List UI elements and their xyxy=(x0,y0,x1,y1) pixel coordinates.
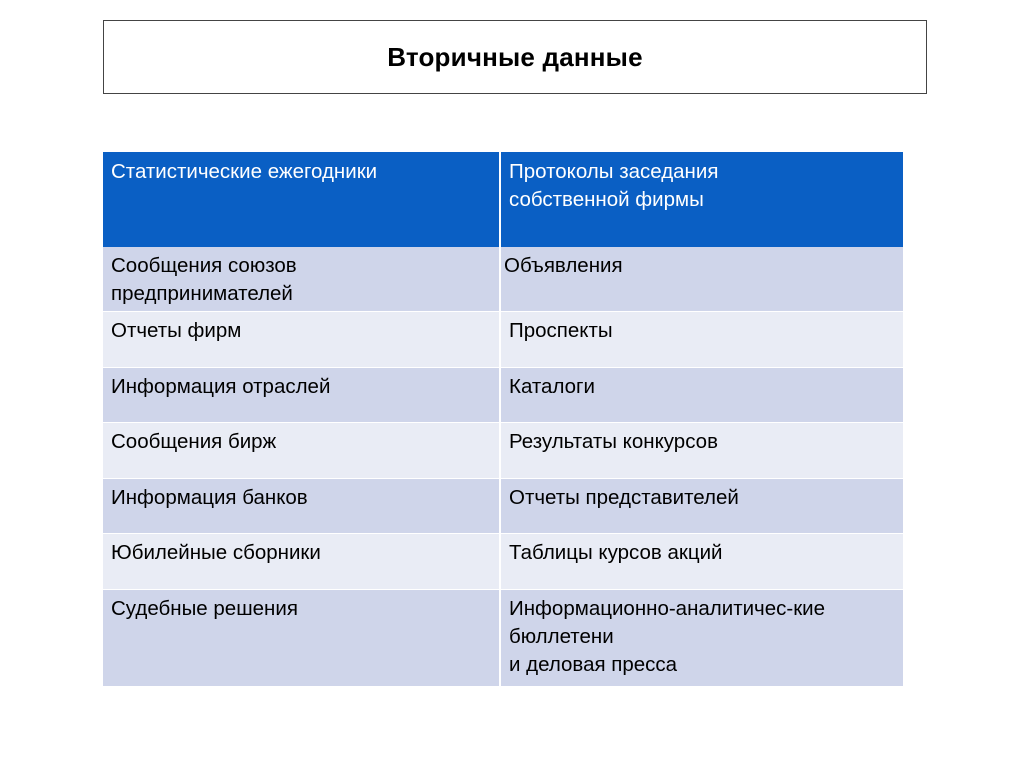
table-cell-right xyxy=(500,311,903,367)
cell-text: Каталоги xyxy=(509,374,595,398)
table-row xyxy=(103,533,903,589)
table-row xyxy=(103,247,903,311)
cell-text: Объявления xyxy=(504,254,623,277)
table-cell-right xyxy=(500,247,903,311)
page-title: Вторичные данные xyxy=(387,41,643,72)
table-cell-right xyxy=(500,589,903,686)
table-row xyxy=(103,589,903,686)
cell-text: Информация банков xyxy=(111,485,308,509)
table-cell-left xyxy=(103,533,500,589)
title-box xyxy=(103,20,927,94)
cell-text: Результаты конкурсов xyxy=(509,429,718,453)
table-cell-right xyxy=(500,367,903,422)
table-cell-right xyxy=(500,422,903,478)
table-cell-right xyxy=(500,478,903,533)
cell-text: Сообщения бирж xyxy=(111,429,277,453)
cell-text: Юбилейные сборники xyxy=(111,540,321,564)
cell-text: Судебные решения xyxy=(111,596,298,620)
table-row xyxy=(103,422,903,478)
table-header-row xyxy=(103,152,903,247)
cell-text: Отчеты представителей xyxy=(509,485,739,509)
table-row xyxy=(103,367,903,422)
table-cell-left xyxy=(103,422,500,478)
table-row xyxy=(103,311,903,367)
table-row xyxy=(103,478,903,533)
table-cell-left xyxy=(103,247,500,311)
table-header-cell-right xyxy=(500,152,903,247)
secondary-data-table xyxy=(103,152,903,686)
table-cell-left xyxy=(103,478,500,533)
table-cell-left xyxy=(103,311,500,367)
cell-text: Сообщения союзов предпринимателей xyxy=(111,254,297,305)
table-cell-left xyxy=(103,589,500,686)
table-header-cell-left xyxy=(103,152,500,247)
cell-text: Информация отраслей xyxy=(111,374,331,398)
cell-text: Статистические ежегодники xyxy=(111,160,378,183)
table-cell-left xyxy=(103,367,500,422)
cell-text: Таблицы курсов акций xyxy=(509,540,723,564)
table-cell-right xyxy=(500,533,903,589)
cell-text: Проспекты xyxy=(509,318,613,342)
cell-text: Отчеты фирм xyxy=(111,318,242,342)
cell-text: Протоколы заседания собственной фирмы xyxy=(509,160,719,211)
cell-text: Информационно-аналитичес-кие бюллетени и деловая пресса xyxy=(509,596,826,676)
